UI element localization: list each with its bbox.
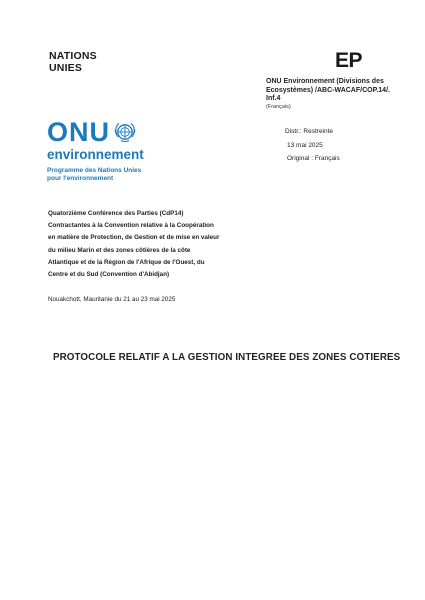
document-language: (Français) xyxy=(266,104,291,110)
conference-line-3: en matière de Protection, de Gestion et de mise en valeur xyxy=(48,234,220,242)
symbol-line-3: Inf.4 xyxy=(266,95,281,103)
symbol-line-2: Ecosystèmes) /ABC-WACAF/COP.14/. xyxy=(266,86,390,94)
distribution-type: Distr.: Restreinte xyxy=(285,128,334,135)
org-name-line2: UNIES xyxy=(49,62,83,74)
conference-line-2: Contractantes à la Convention relative à la Coopération xyxy=(48,222,214,230)
distribution-date: 13 mai 2025 xyxy=(287,141,323,149)
document-title: PROTOCOLE RELATIF A LA GESTION INTEGREE DES ZONES COTIERES xyxy=(53,352,401,363)
un-emblem-icon xyxy=(113,120,137,144)
logo-onu-text: ONU xyxy=(47,117,110,147)
symbol-line-1: ONU Environnement (Divisions des xyxy=(266,78,384,85)
conference-line-4: du milieu Marin et des zones côtières de la côte xyxy=(48,246,191,254)
programme-line-1: Programme des Nations Unies xyxy=(47,167,142,174)
conference-line-6: Centre et du Sud (Convention d'Abidjan) xyxy=(48,271,170,279)
original-language: Original : Français xyxy=(287,155,340,162)
meeting-place-date: Nouakchott, Mauritanie du 21 au 23 mai 2025 xyxy=(48,296,176,303)
logo-programme-text xyxy=(47,167,157,183)
ep-mark: EP xyxy=(335,49,363,72)
unep-logo xyxy=(47,118,157,183)
conference-line-5: Atlantique et de la Région de l'Afrique de l'Ouest, du xyxy=(48,258,205,266)
conference-line-1: Quatorzième Conférence des Parties (CdP14) xyxy=(48,210,184,217)
distribution-block xyxy=(285,125,340,166)
document-symbol xyxy=(266,78,406,104)
organization-name xyxy=(49,50,97,74)
programme-line-2: pour l'environnement xyxy=(47,175,114,182)
org-name-line1: NATIONS xyxy=(49,50,97,62)
conference-block xyxy=(48,208,273,281)
logo-environnement-text: environnement xyxy=(47,147,144,162)
